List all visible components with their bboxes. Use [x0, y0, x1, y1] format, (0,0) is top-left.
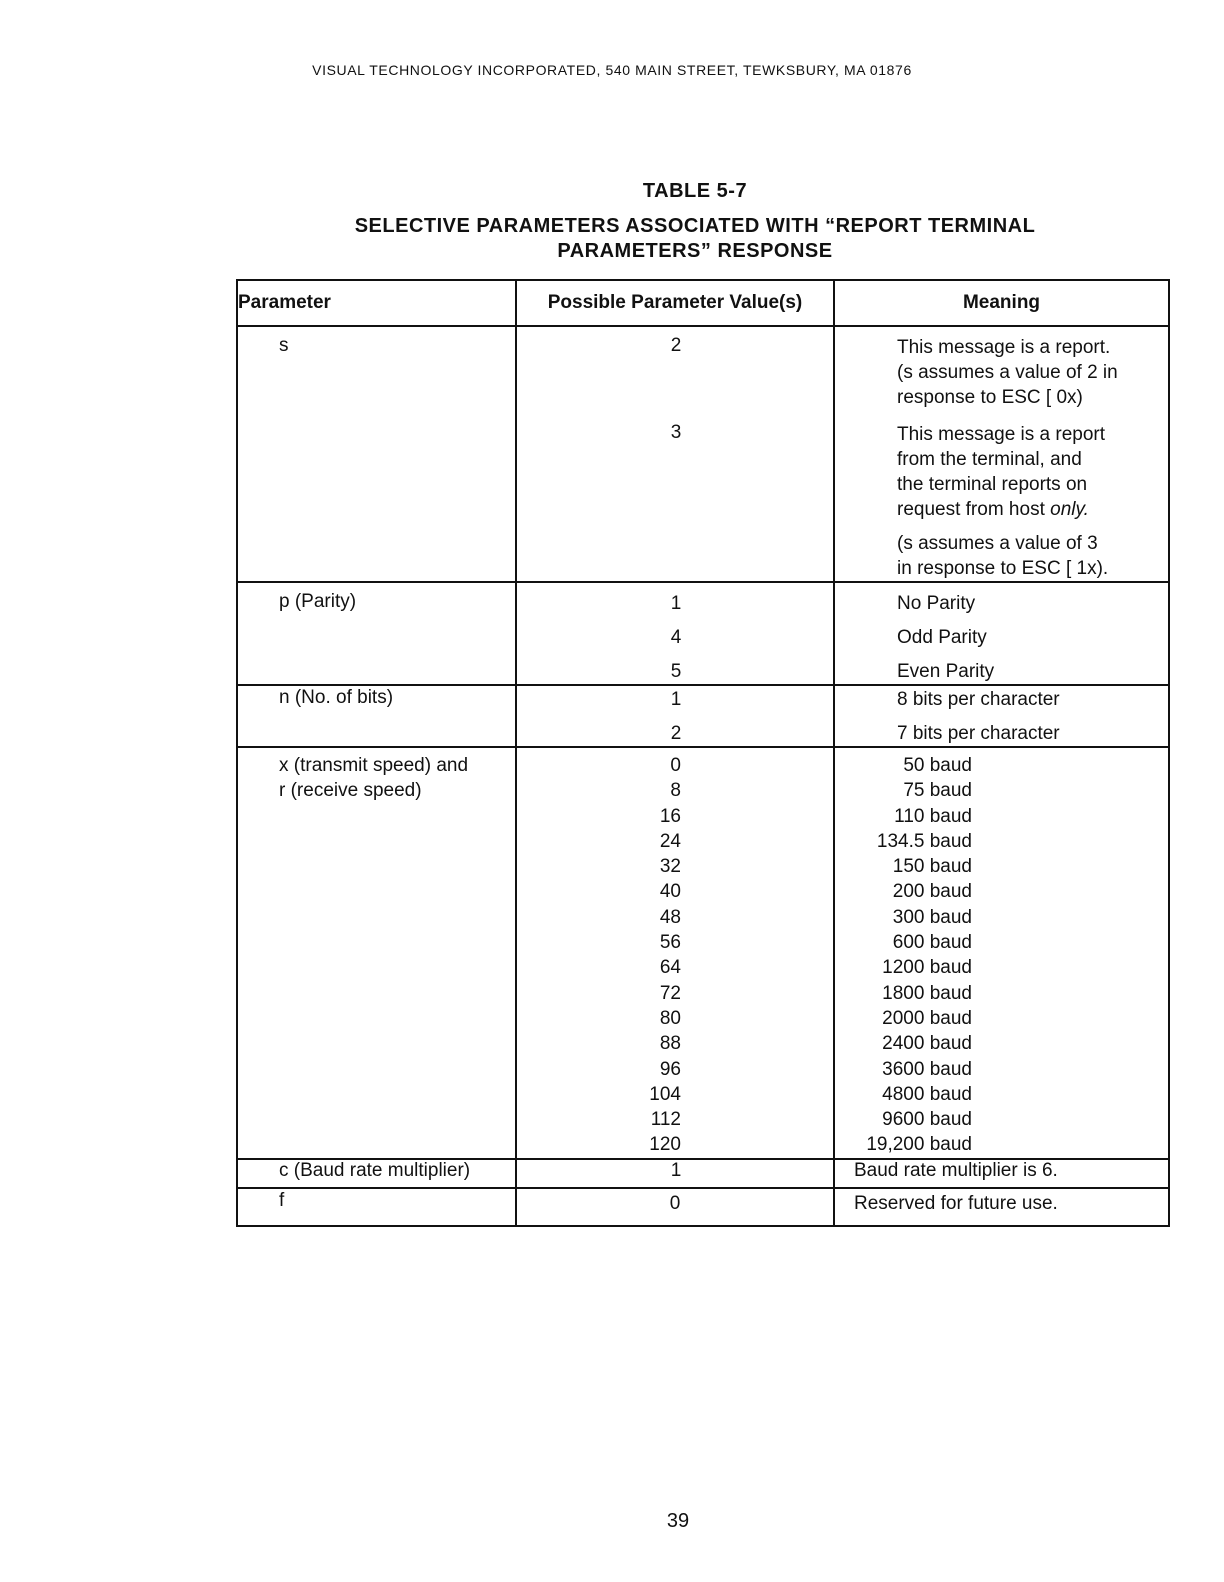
value: 8 [670, 780, 681, 802]
value-cell [516, 685, 834, 747]
table-title-line: PARAMETERS” RESPONSE [557, 240, 833, 262]
value: 0 [669, 1192, 681, 1214]
meaning-line: No Parity [897, 593, 976, 614]
meaning-cell [834, 1159, 1169, 1188]
value-cell [516, 747, 834, 1159]
value: 40 [659, 881, 681, 903]
meaning-line: 75 baud [903, 780, 972, 802]
value: 64 [659, 957, 681, 979]
meaning-line: Odd Parity [897, 627, 987, 648]
meaning-cell [834, 326, 1169, 582]
parameter-name: p (Parity) [279, 591, 357, 612]
meaning-line: 110 baud [894, 805, 972, 827]
value: 1 [670, 593, 682, 614]
table-row-f [237, 1188, 1169, 1226]
value-cell [516, 326, 834, 582]
meaning-line: (s assumes a value of 3 [897, 533, 1098, 554]
table-row-c [237, 1159, 1169, 1188]
meaning-line: 134.5 baud [876, 830, 972, 852]
meaning-line: response to ESC [ 0x) [897, 387, 1083, 408]
value: 1 [670, 689, 682, 710]
value-cell [516, 582, 834, 685]
table-row-s [237, 326, 1169, 582]
value-cell [516, 1159, 834, 1188]
meaning-line: 7 bits per character [897, 723, 1060, 744]
meaning-line: 2400 baud [882, 1033, 972, 1055]
parameter-name: c (Baud rate multiplier) [279, 1159, 471, 1181]
value: 2 [670, 723, 682, 744]
table-number: TABLE 5-7 [642, 180, 748, 202]
meaning-cell [834, 685, 1169, 747]
meaning-cell [834, 747, 1169, 1159]
table-header-row [237, 280, 1169, 326]
value: 1 [670, 1159, 682, 1181]
page-number: 39 [666, 1510, 690, 1532]
value: 3 [670, 422, 682, 443]
meaning-text: request from host [897, 499, 1051, 520]
parameter-cell [237, 1188, 516, 1226]
meaning-line: the terminal reports on [897, 474, 1088, 495]
meaning-cell [834, 1188, 1169, 1226]
parameters-table [236, 279, 1170, 1227]
meaning-line: 1200 baud [882, 957, 972, 979]
value: 24 [659, 830, 681, 852]
meaning-line: 3600 baud [882, 1058, 972, 1080]
meaning-line: 8 bits per character [897, 689, 1060, 710]
table-row-speed [237, 747, 1169, 1159]
parameter-cell [237, 1159, 516, 1188]
parameter-cell [237, 747, 516, 1159]
meaning-line: This message is a report [897, 424, 1106, 445]
parameter-cell [237, 685, 516, 747]
meaning-line: 9600 baud [882, 1109, 972, 1131]
parameter-name: s [279, 335, 289, 356]
meaning-line: 150 baud [892, 856, 972, 878]
table-row-p [237, 582, 1169, 685]
table-row-n [237, 685, 1169, 747]
meaning-line: Baud rate multiplier is 6. [854, 1159, 1058, 1181]
meaning-line: from the terminal, and [897, 449, 1082, 470]
value: 112 [650, 1109, 681, 1131]
parameter-cell [237, 326, 516, 582]
table-title-line: SELECTIVE PARAMETERS ASSOCIATED WITH “REPORT TERMINAL [354, 215, 1036, 237]
meaning-line: 200 baud [892, 881, 972, 903]
meaning-line: 300 baud [892, 906, 972, 928]
table-title [330, 214, 1060, 264]
value: 72 [659, 982, 681, 1004]
value: 2 [670, 335, 682, 356]
value: 96 [659, 1058, 681, 1080]
value: 4 [670, 627, 682, 648]
meaning-line: 1800 baud [882, 982, 972, 1004]
column-header-values: Possible Parameter Value(s) [516, 280, 834, 326]
meaning-line: This message is a report. [897, 337, 1111, 358]
meaning-line: in response to ESC [ 1x). [897, 558, 1109, 579]
value: 0 [670, 755, 681, 776]
value: 32 [659, 856, 681, 878]
value: 48 [659, 906, 681, 928]
value: 80 [659, 1007, 681, 1029]
meaning-line: 50 baud [903, 755, 972, 776]
parameter-name: f [279, 1189, 285, 1211]
parameter-name: n (No. of bits) [279, 687, 394, 708]
value: 56 [659, 932, 681, 954]
emphasis-text: only. [1050, 499, 1089, 520]
meaning-line: 19,200 baud [866, 1134, 972, 1156]
parameter-cell [237, 582, 516, 685]
value: 16 [659, 805, 681, 827]
value: 5 [670, 661, 682, 682]
meaning-line: 600 baud [892, 932, 972, 954]
value: 120 [649, 1134, 681, 1156]
letterhead: VISUAL TECHNOLOGY INCORPORATED, 540 MAIN STREET, TEWKSBURY, MA 01876 [312, 62, 912, 78]
meaning-line: (s assumes a value of 2 in [897, 362, 1118, 383]
column-header-parameter: Parameter [237, 280, 516, 326]
meaning-cell [834, 582, 1169, 685]
meaning-line: 2000 baud [882, 1007, 972, 1029]
parameter-name: x (transmit speed) and [279, 755, 469, 776]
parameter-name: r (receive speed) [279, 780, 422, 801]
meaning-line [835, 497, 1168, 522]
value: 88 [659, 1033, 681, 1055]
meaning-line: Even Parity [897, 661, 995, 682]
meaning-line: Reserved for future use. [854, 1192, 1058, 1214]
column-header-meaning: Meaning [834, 280, 1169, 326]
meaning-line: 4800 baud [882, 1083, 972, 1105]
value-cell [516, 1188, 834, 1226]
value: 104 [649, 1083, 681, 1105]
